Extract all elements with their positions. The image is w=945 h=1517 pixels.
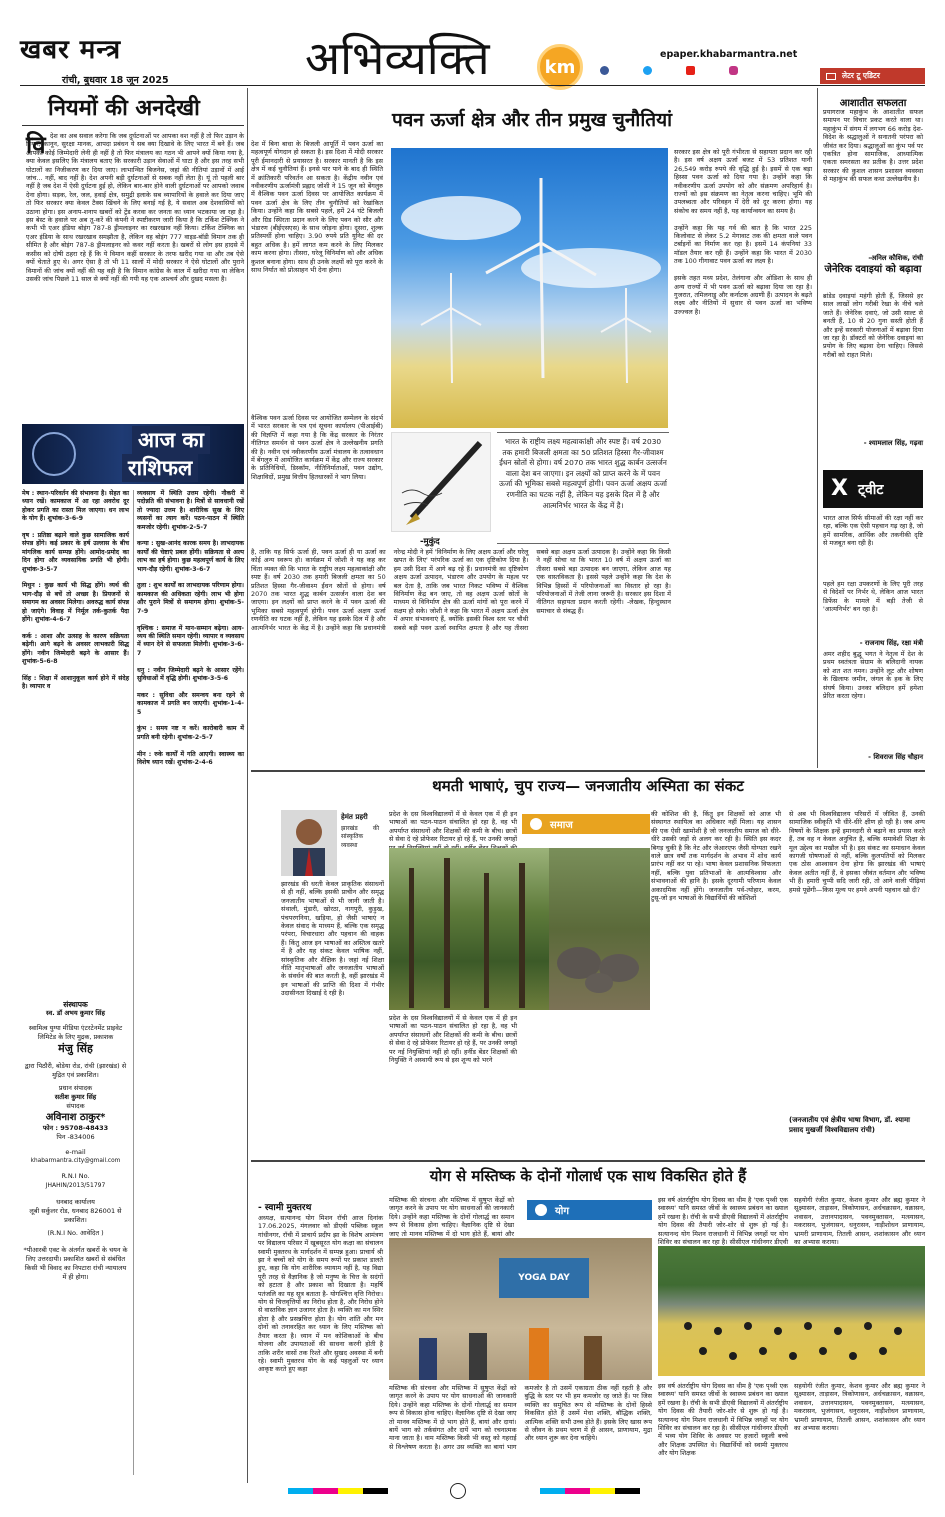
yoga-camp-graphic bbox=[658, 1246, 925, 1376]
tweet-1-body: भारत आज सिर्फ सीमाओं की रक्षा नहीं कर रहा, बल्कि एक ऐसी पहचान गढ़ रहा है, जो हमें सामरिक, आर्थिक और तकनीकी दृष्टि से मजबूत बना रही है। bbox=[823, 514, 923, 548]
editorial-body: देश का अब सवाल करेगा कि जब दुर्घटनाओं पर आपका वश नहीं है तो फिर उड़ान के नियम, कानून, सुरक्षा मानक, आपदा प्रबंधन ये सब क्या दिखावे के लिए भारत में बने हैं। जब आपको कोई जिम्मेदारी लेनी ही नहीं है तो फिर मंत्रालय का गठन भी आपने क्यों किया गया है, क्या केवल इसलिए कि मंत्रालय बताए कि सरकारी उड़ान सेवाओं में घाटा है और इस तरह सभी घोटालों का निजीकरण कर दिया जाए। लाभान्वित बिजनेस, जहां की नीतियां उड़ानों में आई जांच... नहीं, बाद नहीं है। देश अपनी बड़ी दुर्घटनाओं से सबक नहीं लेता है। यूं तो पहली बार नहीं है जब देश में ऐसी दुर्घटना हुई हो, लेकिन बार-बार होने वाली दुर्घटनाओं पर आपको जवाब देना होगा। सड़क, रेल, जल, हवाई क्षेत्र, समुद्री इलाके सब व्यापारियों के हवाले कर दिया जाए तो फिर सरकार क्या केवल टैक्स खिंचने के लिए बनाई गई है, ये सवाल अब देशवासियों को उठाना होगा। इस अनाप-शनाप खबरों को ट्रेंड करवा कर जनता का ध्यान भटकाया जा रहा है। इस बेस्ट के हवाले पर अब तू-करें की कंपनी ने स्पष्टीकरण जारी किया है कि टर्किश टेक्निक ने कभी भी एअर इंडिया बोइंग 787-8 ड्रीमलाइनर का रखरखाव नहीं किया। टर्किश टेक्निक का एअर इंडिया के साथ रखरखाव समझौता है, लेकिन वह बोइंग 777 वाइड-बॉडी विमान तक ही सीमित है और बोइंग 787-8 ड्रीमलाइनर को कवर नहीं करता है। खबरों से लोग इस हादसे में कसीस को दोषी ठहरा रहे हैं कि ये विमान कहीं सरकार के तरफ खरीद गया था और तब ऐसे क्यों चेताते हुए थे। अगर ऐसा है तो भी 11 सालों में मोदी सरकार ने ऐसे घोटालों और पुराने विमानों की जांच क्यों नहीं की यह वही है कि विमान कांग्रेस के काल में खरीदा गया था लेकिन उसकी जांच पिछले 11 साल से क्यों नहीं की गयी यह एक आश्चर्य और दुखद मसला है। bbox=[26, 132, 244, 283]
wind-col-2: सरकार इस क्षेत्र को पूरी गंभीरता से सहायता प्रदान कर रही है। इस वर्ष अक्षय ऊर्जा बजट में 53 प्रतिशत यानी 26,549 करोड़ रुपये की वृद्धि हुई है। इसमें से एक बड़ा हिस्सा पवन ऊर्जा को दिया गया है। उन्होंने कहा कि नवीकरणीय ऊर्जा उपयोग को और संक्रमण अपरिहार्य है। राज्यों को इस संक्रमण का नेतृत्व करना चाहिए। भूमि की उपलब्धता और परिवहन में देरी को दूर करना होगा। यह संकोच का समय नहीं है, यह कार्यान्वयन का समय है। उन्होंने कहा कि यह गर्व की बात है कि भारत 225 किलोवाट से लेकर 5.2 मेगावाट तक की क्षमता वाले पवन टर्बाइनों का निर्माण कर रहा है। इसमें 14 कंपनियां 33 मॉडल तैयार कर रही हैं। उन्होंने कहा कि भारत में 2030 तक 100 गीगावाट पवन ऊर्जा का लक्ष्य है। इसके तहत मध्य प्रदेश, तेलंगाना और ओडिशा के साथ ही अन्य राज्यों में भी पवन ऊर्जा को बढ़ावा दिया जा रहा है। गुजरात, तमिलनाडु और कर्नाटक अग्रणी हैं। उत्पादन के बढ़ते लक्ष्य और नीतियों में सुधार से पवन ऊर्जा का भविष्य उज्ज्वल है। bbox=[674, 148, 812, 316]
tweet-1-signature: - राजनाथ सिंह, रक्षा मंत्री bbox=[859, 639, 923, 647]
tribal-col-1: झारखंड की धरती केवल प्राकृतिक संसाधनों से ही नहीं, बल्कि इसकी प्राचीन और समृद्ध जनजातीय भाषाओं से भी जानी जाती है। संथाली, मुंडारी, खोरठा, नागपुरी, कुड़ुख, पंचपरगनिया, खड़िया, हो जैसी भाषाएं न केवल संवाद के माध्यम हैं, बल्कि एक समृद्ध परंपरा, विचारधारा और पहचान की वाहक हैं। किंतु आज इन भाषाओं का अस्तित्व खतरे में है और यह संकट केवल भाषिक नहीं, सांस्कृतिक और शैक्षिक है। जहां नई शिक्षा नीति मातृभाषाओं और जनजातीय भाषाओं के संवर्धन की बात करती है, वहीं झारखंड में इन भाषाओं की प्राप्ति की दिशा में गंभीर उदासीनता दिखाई दे रही है। bbox=[281, 880, 384, 998]
wind-lower-body: है, ताकि यह सिर्फ ऊर्जा ही, पवन ऊर्जा ही या ऊर्जा का कोई अन्य स्वरूप हो। कार्यक्रम में जोशी ने यह कह कर चिंता व्यक्त की कि भारत के राष्ट्रीय लक्ष्य महत्वाकांक्षी और स्पष्ट हैं। वर्ष 2030 तक हमारी बिजली क्षमता का 50 प्रतिशत हिस्सा गैर-जीवाश्म ईंधन स्रोतों से होगा। वर्ष 2070 तक भारत शुद्ध कार्बन उत्सर्जन वाला देश बन जाएगा। इन लक्ष्यों को प्राप्त करने के में पवन ऊर्जा की भूमिका सबसे महत्वपूर्ण होगी। पवन ऊर्जा अक्षय ऊर्जा रणनीति का घटक नहीं है, लेकिन यह इसके दिल में है और आत्मनिर्भर भारत के केंद्र में है। उन्होंने कहा कि प्रधानमंत्री नरेन्द्र मोदी ने हमें 'विनिर्माण के लिए अक्षय ऊर्जा और घरेलू खपत के लिए' परंपरिक ऊर्जा का एक दृष्टिकोण दिया है। हम उसी दिशा में आगे बढ़ रहे हैं। प्रधानमंत्री का दृष्टिकोण अक्षय ऊर्जा उत्पादन, भंडारण और उपयोग के महत्व पर बल देता है, ताकि जब भारत निकट भविष्य में वैश्विक विनिर्माण केंद्र बन जाए, तो वह अक्षय ऊर्जा स्रोतों के माध्यम से विनिर्माण क्षेत्र की ऊर्जा मांगों को पूरा करने में सक्षम हो सके। जोशी ने कहा कि भारत में अक्षय ऊर्जा क्षेत्र में अपार संभावनाएं हैं, क्योंकि इसकी विश्व स्तर पर चौथी सबसे बड़ी पवन ऊर्जा स्थापित क्षमता है और यह तीसरा सबसे बड़ा अक्षय ऊर्जा उत्पादक है। उन्होंने कहा कि किसी ने नहीं सोचा था कि भारत 10 वर्ष में अक्षय ऊर्जा का तीसरा सबसे बड़ा उत्पादक बन जाएगा, लेकिन आज यह एक वास्तविकता है। इससे पहले उन्होंने कहा कि देश के विभिन्न हिस्सों में परियोजनाओं का विस्तार हो रहा है। परियोजनाओं में तेजी लाना जरूरी है। सरकार इस दिशा में नीतिगत सहायता प्रदान करती रहेगी। -लेखक, हिन्दुस्थान समाचार से संबद्ध हैं। bbox=[251, 548, 671, 632]
imprint-rni-applied: (R.N.I No. आवेदित ) bbox=[47, 1229, 104, 1237]
letter-1-title: आशातीत सफलता bbox=[839, 98, 907, 109]
social-icons bbox=[600, 66, 790, 76]
imprint-subeditor: अविनाश ठाकुर* bbox=[45, 1112, 106, 1123]
yoga-headline: योग से मस्तिष्क के दोनों गोलार्ध एक साथ विकसित होते हैं bbox=[429, 1167, 747, 1185]
tweet-box bbox=[823, 470, 923, 508]
imprint-editor-label: प्रधान संपादक bbox=[58, 1084, 93, 1092]
letter-box-title: लेटर टू एडिटर bbox=[842, 71, 880, 80]
imprint-disclaimer: *पीआरबी एक्ट के अंतर्गत खबरों के चयन के लिए उत्तरदायी। प्रकाशित खबरों से संबंधित किसी भी विवाद का निपटारा रांची न्यायालय में ही होगा। bbox=[23, 1246, 128, 1281]
zodiac-wheel-icon bbox=[32, 432, 76, 476]
tribal-col-4: से अब भी विश्वविद्यालय परिसरों में जीवित हैं, उनकी सामाजिक स्वीकृति भी धीरे-धीरे क्षीण हो रही है। जब अन्य विषयों के शिक्षक इन्हें इमानदारी से बढ़ाने का प्रयास करते हैं, तब वह न केवल अनुचित है, बल्कि समावेशी शिक्षा के मूल उद्देश्य का मखौल भी है। इस संकट का समाधान केवल कागजी घोषणाओं से नहीं, बल्कि कुलपतियों को मिलकर एक ठोस आश्वासन देना होगा कि झारखंड की भाषाएं केवल अतीत नहीं हैं, वे इसका जीवंत वर्तमान और भविष्य भी हैं। हमारी चुप्पी सदि जारी रही, तो आने वाली पीढ़ियां हमसे पूछेंगी—किस मूल्य पर हमने अपनी पहचान खो दी? bbox=[789, 810, 925, 894]
yoga-tag bbox=[527, 1200, 652, 1220]
imprint-phone: फोन : 95708-48433 bbox=[42, 1124, 109, 1132]
imprint-owner: स्वामित्व युग्या मीडिया एंटरटेनमेंट प्राइवेट लिमिटेड के लिए मुद्रक, प्रकाशक bbox=[28, 1024, 123, 1041]
society-tag-icon bbox=[530, 818, 542, 830]
rashifal-banner bbox=[22, 424, 244, 484]
newspaper-brand: खबर मन्त्र bbox=[20, 35, 122, 65]
imprint-address: द्वारा पिठौरी, बोडेया रोड, रांची (झारखंड) से मुद्रित एवं प्रकाशित। bbox=[24, 1062, 127, 1079]
rashifal-title-1: आज का bbox=[132, 426, 210, 454]
imprint-label: संस्थापक bbox=[63, 1000, 88, 1009]
rashifal-col-2: व्यवसाय में स्थिति उत्तम रहेगी। नौकरी में पदोन्नति की संभावना है। मित्रों से सावधानी रखें तो ज्यादा उत्तम है। शारीरिक सुख के लिए व्यसनों का त्याग करें। पठन-पाठन में स्थिति कमजोर रहेगी। शुभांक-2-5-7 कन्या : सुख-आनंद कारक समय है। लाभदायक कार्यों की चेष्टाएं प्रबल होंगी। सक्रियता से अल्प लाभ का हर्ष होगा। कुछ महत्वपूर्ण कार्य के लिए भाग-दौड़ रहेगी। शुभांक-3-6-7 तुला : शुभ कार्यों का लाभदायक परिणाम होगा। कामकाज की अधिकता रहेगी। लाभ भी होगा और पुराने मित्रों से समागम होगा। शुभांक-5-7-9 वृश्चिक : समाज में मान-सम्मान बढ़ेगा। आय-व्यय की स्थिति समान रहेगी। व्यापार व व्यवसाय में ध्यान देने से सफलता मिलेगी। शुभांक-3-6-7 धनु : नवीन जिम्मेदारी बढ़ने के आसार रहेंगे। सुविधाओं में वृद्धि होगी। शुभांक-3-5-6 मकर : सुविधा और समन्वय बना रहने से कामकाज में प्रगति बन जाएगी। शुभांक-1-4-5 कुंभ : समय नष्ट न करें। कारोबारी काम में प्रगति बनी रहेगी। शुभांक-2-5-7 मीन : रुके कार्यों में गति आएगी। स्वास्थ्य का विशेष ध्यान रखें। शुभांक-2-4-6 bbox=[137, 490, 244, 766]
x-logo-icon: X bbox=[831, 476, 848, 501]
society-tag-label: समाज bbox=[550, 820, 573, 831]
rashifal-title-2: राशिफल bbox=[122, 454, 198, 482]
tribal-headline: थमती भाषाएं, चुप राज्य— जनजातीय अस्मिता का संकट bbox=[432, 777, 744, 795]
mail-icon bbox=[826, 73, 836, 80]
registration-mark-icon bbox=[450, 1483, 466, 1499]
author-photo-hemant bbox=[281, 810, 337, 876]
yoga-col-4: सहयोगी रंजीत कुमार, केशव कुमार और ब्रह्म कुमार ने सूक्ष्मासन, ताड़ासन, त्रिकोणासन, अर्धचक्रासन, वक्रासन, शवासन, उत्तानपादासन, पवनमुक्तासन, मत्स्यासन, मकरासन, भुजंगासन, धनुरासन, नाड़ीशोधन प्राणायाम, भ्रामरी प्राणायाम, तितली आसन, शशांकासन और ध्यान का अभ्यास कराया। bbox=[794, 1382, 925, 1433]
tribal-col-2: प्रदेश के दस विश्वविद्यालयों में से केवल एक में ही इन भाषाओं का पठन-पाठन संचालित हो रहा है, वह भी अपर्याप्त संसाधनों और शिक्षकों की कमी के बीच। छात्रों से सेवा दे रहे प्रोफेसर रिटायर हो रहे हैं, पर उनकी जगहों पर नई नियुक्तियां नहीं हो रहीं। हर्नीड बेंडर शिक्षकों की नियुक्ति ने अस्थायी रूप से इस शून्य को भरने bbox=[389, 1014, 517, 1065]
yoga-tag-label: योग bbox=[555, 1206, 570, 1217]
yoga-col-3: इस वर्ष अंतर्राष्ट्रीय योग दिवस का थीम है 'एक पृथ्वी एक स्वास्थ्य' यानि समस्त जीवों के स्वास्थ्य प्रबंधन का ख्याल हमें रखना है। रॉची के सभी डीएवी विद्यालयों में अंतर्राष्ट्रीय योग दिवस की तैयारी जोर-शोर से शुरू हो गई है। सत्यानन्द योग मिशन राजधानी में विभिन्न जगहों पर योग शिविर का संचालन कर रहा है। सीसीएल गांधीनगर डीएवी में भव्य योग शिविर के अवसर पर हजारों स्कूली बच्चे और शिक्षक उपस्थित थे। विद्यार्थियों को स्वामी मुक्तरथ और योग शिक्षक bbox=[658, 1382, 788, 1458]
imprint-office-label: धनबाद कार्यालय bbox=[56, 1198, 95, 1206]
imprint-subeditor-label: संपादक bbox=[66, 1102, 85, 1110]
yoga-day-banner: YOGA DAY bbox=[499, 1258, 589, 1298]
letter-2-title: जेनेरिक दवाइयां को बढ़ावा bbox=[824, 264, 922, 275]
color-bar-left bbox=[288, 1488, 388, 1494]
letter-1-signature: -अनिल कौशिक, रांची bbox=[868, 254, 923, 262]
km-logo-text: km bbox=[544, 56, 576, 78]
imprint-publisher: मंजु सिंह bbox=[58, 1042, 93, 1055]
imprint-editor: सतीश कुमार सिंह bbox=[54, 1093, 97, 1101]
tweet-2-signature: - शिवराज सिंह चौहान bbox=[868, 753, 923, 761]
fountain-pen-icon bbox=[392, 433, 492, 533]
yoga-col-2: मस्तिष्क की संरचना और मस्तिष्क में सुषुप्त केंद्रों को जागृत करने के उपाय पर योग साधनाओं की जानकारी दिये। उन्होंने कहा मस्तिष्क के दोनों गोलार्द्ध का समान रूप से विकास होना चाहिए। वैज्ञानिक दृष्टि से देखा जाए तो मानव मस्तिष्क में दो भाग होते हैं, बायां और दायां। बायें भाग को तर्कसंगत और दायें भाग को रचनात्मक माना जाता है। वाम मस्तिष्क किसी भी वस्तु को गहराई से विश्लेषण करता है। अगर उस व्यक्ति का बायां भाग कमजोर है तो उसमें एकाग्रता ठीक नहीं रहती है और बुद्धि के स्तर पर भी हम कमजोर रह जाते हैं। पर जिस व्यक्ति का समुचित रूप से मस्तिष्क के दोनों हिस्से विकसित होते हैं उसमें मेधा शक्ति, बौद्धिक शक्ति, आत्मिक शक्ति सभी उच्च होते हैं। इसके लिए खास रूप से जीवन के प्रथम चरण में ही आसन, प्राणायाम, मुद्रा और ध्यान शुरू कर देना चाहिये। bbox=[389, 1380, 652, 1476]
letter-1-body: प्रयागराज महाकुंभ के आशातीत सफल समापन पर विचार प्रकट करते वाला था। महाकुंभ में संगम में लगभग 66 करोड़ देश-विदेश के श्रद्धालुओं ने सनातनी परंपरा को जीवंत कर दिया। श्रद्धालुओं का कुंभ पर्व पर एकत्रित होना सामाजिक, आध्यात्मिक एकता समरसता का प्रतीक है। उत्तर प्रदेश सरकार की कुशल शासन प्रशासन व्यवस्था से महाकुंभ की सफल कथा उल्लेखनीय है। bbox=[823, 108, 923, 184]
imprint-email-label: e-mail bbox=[65, 1148, 86, 1156]
society-tag bbox=[522, 814, 650, 834]
instagram-icon[interactable] bbox=[729, 66, 738, 75]
rashifal-col-1: मेष : स्थान-परिवर्तन की संभावना है। सेहत का ध्यान रखें। कामकाज में आ रहा अवरोध दूर होकर प्रगति का रास्ता मिल जाएगा। धन लाभ के योग हैं। शुभांक-3-6-9 वृष : प्रतिष्ठा बढ़ाने वाले कुछ सामाजिक कार्य संपन्न होंगे। कई प्रकार के हर्ष उल्लास के बीच मांगलिक कार्य सम्पन्न होंगे। आमोद-प्रमोद का दिन होगा और व्यवसायिक प्रगति भी होगी। शुभांक-3-5-7 मिथुन : कुछ कार्य भी सिद्ध होंगे। व्यर्थ की भाग-दौड़ से बचें तो अच्छा है। प्रियजनों से समागम का अवसर मिलेगा। अवरुद्ध कार्य संपन्न हो जाएंगे। विवाह में निर्मूल तर्क-कुतर्क पैदा होंगे। शुभांक-4-6-7 कर्क : आशा और उत्साह के कारण सक्रियता बढ़ेगी। आगे बढ़ने के अवसर लाभकारी सिद्ध होंगे। नवीन जिम्मेदारी बढ़ने के आसार हैं। शुभांक-5-6-8 सिंह : शिक्षा में आशानुकूल कार्य होने में संदेह है। व्यापार व bbox=[22, 490, 129, 691]
pen-caption: -मुकुंद bbox=[420, 537, 440, 547]
forest-photo bbox=[389, 848, 549, 1010]
editorial-title: नियमों की अनदेखी bbox=[48, 95, 200, 121]
author-portrait bbox=[281, 810, 337, 876]
section-title: अभिव्यक्ति bbox=[305, 31, 490, 85]
letter-to-editor-box bbox=[820, 68, 925, 84]
tribal-col-2-top: प्रदेश के दस विश्वविद्यालयों में से केवल एक में ही इन भाषाओं का पठन-पाठन संचालित हो रहा है, वह भी अपर्याप्त संसाधनों और शिक्षकों की कमी के बीच। छात्रों से सेवा दे रहे प्रोफेसर रिटायर हो रहे हैं, पर उनकी जगहों bbox=[389, 810, 517, 844]
forest-trees-graphic bbox=[389, 848, 549, 1010]
youtube-icon[interactable] bbox=[686, 66, 695, 75]
imprint bbox=[22, 1000, 129, 1470]
tribal-author-note: झारखंड की सांस्कृतिक व्यवस्था bbox=[341, 825, 379, 849]
wind-turbine-photo bbox=[391, 148, 668, 428]
yoga-col-2-top: मस्तिष्क की संरचना और मस्तिष्क में सुषुप्त केंद्रों को जागृत करने के उपाय पर योग साधनाओं की जानकारी दिये। उन्होंने कहा मस्तिष्क के दोनों गोलार्द्ध का समान रूप से विकास होना चाहिए। वैज्ञानिक दृष्टि से देखा जाए तो मानव मस्तिष्क में दो भाग होते हैं, बायां और bbox=[389, 1196, 514, 1238]
letter-2-signature: - श्यामलाल सिंह, गढ़वा bbox=[863, 439, 923, 447]
yoga-col-3-top: इस वर्ष अंतर्राष्ट्रीय योग दिवस का थीम है 'एक पृथ्वी एक स्वास्थ्य' यानि समस्त जीवों के स्वास्थ्य प्रबंधन का ख्याल हमें रखना है। रॉची के सभी डीएवी विद्यालयों में अंतर्राष्ट्रीय योग दिवस की तैयारी जोर-शोर से शुरू हो गई है। सत्यानन्द योग मिशन राजधानी में विभिन्न जगहों पर योग शिविर का संचालन कर रहा है। सीसीएल गांधीनगर डीएवी bbox=[658, 1196, 788, 1247]
imprint-founder: स्व. डॉ अभय कुमार सिंह bbox=[46, 1009, 105, 1017]
yoga-camp-photo bbox=[658, 1246, 925, 1376]
dateline: रांची, बुधवार 18 जून 2025 bbox=[62, 75, 169, 86]
elephant-herd-graphic bbox=[549, 848, 650, 1010]
wind-pull-quote bbox=[497, 432, 669, 544]
letter-2-body: ब्रांडेड दवाइयां महंगी होती हैं, जिससे हर साल लाखों लोग गरीबी रेखा के नीचे चले जाते हैं। जेनेरिक दवाएं, जो उसी साल्ट से बनती हैं, 10 से 20 गुना सस्ती होती हैं और इन्हें सरकारी योजनाओं में बढ़ावा दिया जा रहा है। डॉक्टरों को जेनेरिक दवाइयां का प्रयोग के लिए बढ़ावा देना चाहिए। जिससे गरीबों को राहत मिले। bbox=[823, 292, 923, 359]
epaper-url[interactable]: epaper.khabarmantra.net bbox=[660, 49, 798, 60]
imprint-office: लूबी सर्कुलर रोड, धनबाद 826001 से प्रकाशित। bbox=[29, 1207, 122, 1224]
yoga-col-4-top: सहयोगी रंजीत कुमार, केशव कुमार और ब्रह्म कुमार ने सूक्ष्मासन, ताड़ासन, त्रिकोणासन, अर्धचक्रासन, वक्रासन, शवासन, उत्तानपादासन, पवनमुक्तासन, मत्स्यासन, मकरासन, भुजंगासन, धनुरासन, नाड़ीशोधन प्राणायाम, भ्रामरी प्राणायाम, तितली आसन, शशांकासन और ध्यान का अभ्यास कराया। bbox=[794, 1196, 925, 1247]
wind-headline: पवन ऊर्जा क्षेत्र और तीन प्रमुख चुनौतियां bbox=[391, 109, 673, 131]
imprint-rni: R.N.I No. bbox=[61, 1172, 90, 1180]
tweet-1-body-b: पहले हम रक्षा उपकरणों के लिए पूरी तरह से विदेशों पर निर्भर थे, लेकिन आज भारत डिफेंस के मामले में बड़ी तेजी से 'आत्मनिर्भर' बन रहा है। bbox=[823, 580, 923, 614]
editorial-dropcap: वि bbox=[26, 131, 46, 159]
wind-turbines-graphic bbox=[391, 148, 668, 428]
twitter-icon[interactable] bbox=[643, 66, 652, 75]
yoga-col-1: अध्यक्ष, सत्यानन्द योग मिशन रॉची आज दिनांक 17.06.2025, मंगलवार को डीएवी पब्लिक स्कूल गांधीनगर, रॉची में प्राचार्य प्रदीप झा के विशेष आमंत्रण पर विद्यालय परिसर में खूबसूरत योग कक्षा का संचालन स्वामी मुक्तरथ के मार्गदर्शन में सम्पन्न हुआ। प्राचार्य श्री झा ने बच्चों को योग के समय रूपों पर प्रकाश डालते हुए, कहा कि योग शारीरिक व्यायाम नहीं है, यह विद्या पूरी तरह से वैज्ञानिक है जो मनुष्य के चित्त के सदंगों को हटाता है और प्रकाश को दिखाता है। महर्षि पतंजलि का यह सूत्र बताता है- योगश्चित्त वृत्ति निरोधः। योग से चित्तवृत्तियों का निरोध होता है, और निरोध होने से वास्तविक ज्ञान उजागर होता है। व्यक्ति का मन स्थिर होता है और प्रसन्नचित्त होता है। योग शांति और मन दोनों को तनावरहित कर ध्यान के लिए मस्तिष्क को तैयार करता है। ध्यान में मन कोशिकाओं के बीच योजना और उपायताओं की साधना करनी होती है ताकि शरीर वासों तक रिश्ते और सुखद अवस्था में बनी रहे। स्वामी मुक्तरथ योग के कई पहलुओं पर ध्यान आकृष्ट करते हुए कहा bbox=[258, 1214, 383, 1374]
pen-sketch-image bbox=[391, 432, 491, 532]
imprint-pin: पिन -834006 bbox=[56, 1133, 95, 1141]
facebook-icon[interactable] bbox=[600, 66, 609, 75]
tweet-2-body: अमर शहीद बुद्धू भगत ने नेतृत्व में देश के प्रथम स्वतंत्रता संग्राम के बलिदानी नायक को शत शत नमन। उन्होंने लूट और शोषण के खिलाफ जमीन, जंगल के हक के लिए संघर्ष किया। उनका बलिदान हमें हमेशा प्रेरित करता रहेगा। bbox=[823, 650, 923, 701]
yoga-author: - स्वामी मुक्तरथ bbox=[258, 1203, 312, 1213]
wind-col-1b: वैश्विक पवन ऊर्जा दिवस पर आयोजित सम्मेलन के संदर्भ में भारत सरकार के पत्र एवं सूचना कार्यालय (पीआईबी) की विज्ञप्ति में कहा गया है कि केंद्र सरकार के निरंतर नीतिगत समर्थन से पवन ऊर्जा क्षेत्र ने उल्लेखनीय प्रगति की है। नवीन एवं नवीकरणीय ऊर्जा मंत्रालय के तत्वावधान में बेंगलुरु में आयोजित कार्यक्रम में केंद्र और राज्य सरकार के प्रतिनिधियों, डिस्कॉम, नीतिनिर्माताओं, पवन उद्योग, शिक्षाविदों, प्रमुख वित्तीय हितधारकों ने भाग लिया। bbox=[251, 414, 383, 481]
tweet-label: ट्वीट bbox=[857, 481, 884, 498]
tribal-col-3: की कोशिश की है, किंतु इन शिक्षकों को आज भी संस्थागत स्थायित्व का अधिकार नहीं मिला। यह शासन की एक ऐसी खामोशी है जो जनजातीय समाज को धीरे-धीरे उसकी जड़ों से अलग कर रही है। स्थिति इस कदर बिगड़ चुकी है कि नेट और जेआरएफ जैसी योग्यता रखने वाले छात्र वर्षों तक मार्गदर्शन के अभाव में शोध कार्य प्रारंभ नहीं कर पा रहे। भाषा केवल प्रशासनिक विफलता नहीं, बल्कि युवा प्रतिभाओं के आत्मविश्वास और संभावनाओं की हानि है। इसके दूरगामी परिणाम केवल अकादमिक नहीं होंगे। जनजातीय पर्व-त्योहार, करम, टुसू-जो इन भाषाओं के विद्यार्थियों की कोशिशों bbox=[651, 810, 781, 903]
imprint-rni-no: JHAHIN/2013/51797 bbox=[45, 1182, 106, 1189]
imprint-email[interactable]: khabarmantra.city@gmail.com bbox=[30, 1158, 121, 1164]
color-bar-right bbox=[540, 1488, 640, 1494]
wind-col-1: देश में बिना बाधा के बिजली आपूर्ति में पवन ऊर्जा का महत्वपूर्ण योगदान हो सकता है। इस दिशा में मोदी सरकार पूरी ईमानदारी से प्रयासरत है। सरकार मानती है कि इस क्षेत्र में कई चुनौतियां हैं। इनसे पार पाने के बाद ही स्थिति में क्रांतिकारी परिवर्तन आ सकता है। केंद्रीय नवीन एवं नवीकरणीय ऊर्जामंत्री प्रह्लाद जोशी ने 15 जून को बेंगलुरु में वैश्विक पवन ऊर्जा दिवस पर आयोजित कार्यक्रम में पवन ऊर्जा क्षेत्र के लिए तीन चुनौतियों को रेखांकित किया। उन्होंने कहा कि सबसे पहले, हमें 24 घंटे बिजली और ग्रिड स्थिरता प्रदान करने के लिए पवन को सौर और भंडारण (बीईएसएस) के साथ जोड़ना होगा। दूसरा, शुल्क प्रतिस्पर्धी होना चाहिए। 3.90 रुपये प्रति यूनिट की दर बहुत अधिक है। हमें लागत कम करने के लिए मिलकर काम करना होगा। तीसरा, घरेलू विनिर्माण को और अधिक कुशल बनाना होगा। साथ ही उनके लक्ष्यों को पूरा करने के साथ निर्यात को प्रोत्साहन भी देना होगा। bbox=[251, 140, 383, 275]
km-logo bbox=[537, 44, 583, 90]
tribal-signature: (जनजातीय एवं क्षेत्रीय भाषा विभाग, डॉ. श्यामा प्रसाद मुखर्जी विश्वविद्यालय रांची) bbox=[789, 1116, 910, 1134]
pull-quote-text: भारत के राष्ट्रीय लक्ष्य महत्वाकांक्षी और स्पष्ट हैं। वर्ष 2030 तक हमारी बिजली क्षमता का 50 प्रतिशत हिस्सा गैर-जीवाश्म ईंधन स्रोतों से होगा। वर्ष 2070 तक भारत शुद्ध कार्बन उत्सर्जन वाला देश बन जाएगा। इन लक्ष्यों को प्राप्त करने के में पवन ऊर्जा की भूमिका सबसे महत्वपूर्ण होगी। पवन ऊर्जा अक्षय ऊर्जा रणनीति का घटक नहीं है, लेकिन यह इसके दिल में है और आत्मनिर्भर भारत के केंद्र में है। bbox=[499, 437, 667, 510]
tribal-author: हेमंत प्रहरी bbox=[341, 813, 368, 821]
yoga-tag-icon bbox=[535, 1204, 547, 1216]
elephants-photo bbox=[549, 848, 650, 1010]
